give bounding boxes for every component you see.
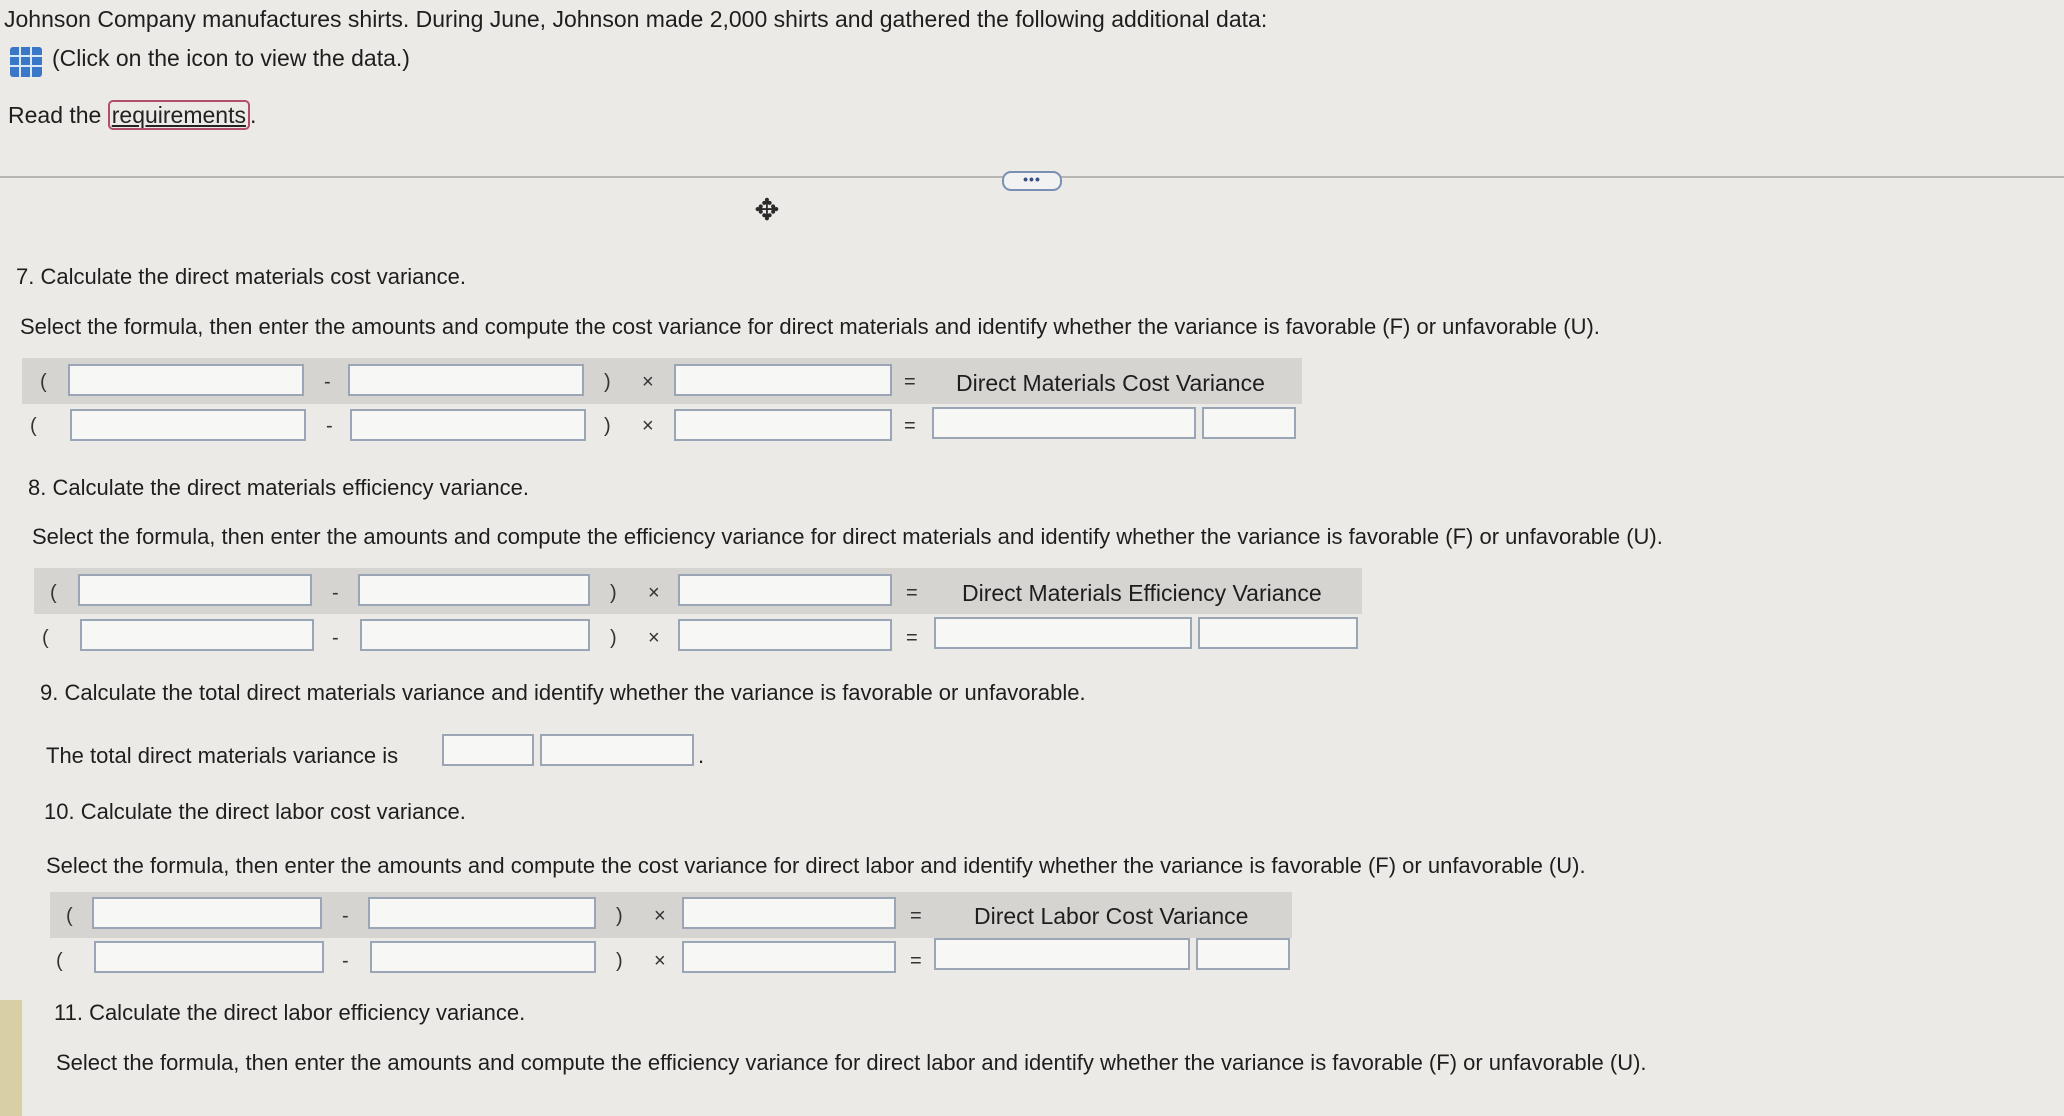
q10-minus-2: - bbox=[342, 950, 349, 972]
q9-title: 9. Calculate the total direct materials variance and identify whether the variance is favorable or unfavorable. bbox=[40, 680, 1086, 705]
q11-instruction: Select the formula, then enter the amounts and compute the efficiency variance for direct labor and identify whether the variance is favorable (F) or unfavorable (U). bbox=[56, 1050, 1647, 1075]
q10-open-paren-2: ( bbox=[56, 950, 63, 972]
q10-minus-1: - bbox=[342, 905, 349, 927]
q10-equals-1: = bbox=[910, 905, 922, 927]
q8-minus-2: - bbox=[332, 627, 339, 649]
problem-text: Johnson Company manufactures shirts. During June, Johnson made 2,000 shirts and gathered the following additional data: bbox=[4, 6, 1268, 32]
read-requirements-line bbox=[8, 102, 256, 129]
q8-fu-select[interactable] bbox=[1198, 617, 1358, 649]
q7-times-2: × bbox=[642, 415, 654, 437]
q10-formula-select-1[interactable] bbox=[92, 897, 322, 929]
q9-sentence-suffix: . bbox=[698, 743, 705, 768]
q7-minus-2: - bbox=[326, 415, 333, 437]
q7-open-paren-1: ( bbox=[40, 371, 47, 393]
q8-open-paren-2: ( bbox=[42, 627, 49, 649]
q8-formula-select-1[interactable] bbox=[78, 574, 312, 606]
q8-instruction: Select the formula, then enter the amounts and compute the efficiency variance for direct materials and identify whether the variance is favorable (F) or unfavorable (U). bbox=[32, 524, 1663, 549]
left-edge-stripe bbox=[0, 1000, 22, 1116]
q7-amount-input-3[interactable] bbox=[674, 409, 892, 441]
q9-fu-select[interactable] bbox=[540, 734, 694, 766]
q7-open-paren-2: ( bbox=[30, 415, 37, 437]
q8-open-paren-1: ( bbox=[50, 582, 57, 604]
q7-amount-input-1[interactable] bbox=[70, 409, 306, 441]
q8-times-2: × bbox=[648, 627, 660, 649]
q10-formula-select-3[interactable] bbox=[682, 897, 896, 929]
q8-formula-select-2[interactable] bbox=[358, 574, 590, 606]
q10-instruction: Select the formula, then enter the amounts and compute the cost variance for direct labor and identify whether the variance is favorable (F) or unfavorable (U). bbox=[46, 853, 1586, 878]
data-link-text[interactable]: (Click on the icon to view the data.) bbox=[52, 45, 410, 71]
q8-close-paren-2: ) bbox=[610, 627, 617, 649]
q7-variance-result-input[interactable] bbox=[932, 407, 1196, 439]
q7-formula-select-2[interactable] bbox=[348, 364, 584, 396]
q7-fu-select[interactable] bbox=[1202, 407, 1296, 439]
q10-times-2: × bbox=[654, 950, 666, 972]
q10-amount-input-2[interactable] bbox=[370, 941, 596, 973]
q7-instruction: Select the formula, then enter the amounts and compute the cost variance for direct materials and identify whether the variance is favorable (F) or unfavorable (U). bbox=[20, 314, 1600, 339]
q8-amount-input-3[interactable] bbox=[678, 619, 892, 651]
q10-fu-select[interactable] bbox=[1196, 938, 1290, 970]
move-icon[interactable]: ✥ bbox=[754, 194, 780, 227]
more-button[interactable]: ••• bbox=[1002, 171, 1062, 191]
q10-formula-select-2[interactable] bbox=[368, 897, 596, 929]
q7-equals-1: = bbox=[904, 371, 916, 393]
q7-times-1: × bbox=[642, 371, 654, 393]
read-prefix: Read the bbox=[8, 102, 102, 128]
q10-open-paren-1: ( bbox=[66, 905, 73, 927]
q10-equals-2: = bbox=[910, 950, 922, 972]
q9-sentence-prefix: The total direct materials variance is bbox=[46, 743, 399, 768]
q8-formula-select-3[interactable] bbox=[678, 574, 892, 606]
q7-equals-2: = bbox=[904, 415, 916, 437]
q8-equals-1: = bbox=[906, 582, 918, 604]
q7-result-label: Direct Materials Cost Variance bbox=[956, 370, 1265, 396]
q7-close-paren-1: ) bbox=[604, 371, 611, 393]
q8-variance-result-input[interactable] bbox=[934, 617, 1192, 649]
q8-equals-2: = bbox=[906, 627, 918, 649]
q10-times-1: × bbox=[654, 905, 666, 927]
q7-formula-select-3[interactable] bbox=[674, 364, 892, 396]
q10-result-label: Direct Labor Cost Variance bbox=[974, 903, 1249, 929]
q10-close-paren-2: ) bbox=[616, 950, 623, 972]
q11-title: 11. Calculate the direct labor efficiency variance. bbox=[54, 1000, 526, 1025]
requirements-link[interactable]: requirements bbox=[108, 100, 250, 130]
q7-formula-select-1[interactable] bbox=[68, 364, 304, 396]
q8-amount-input-1[interactable] bbox=[80, 619, 314, 651]
read-suffix: . bbox=[249, 102, 257, 128]
q7-minus-1: - bbox=[324, 371, 331, 393]
q10-title: 10. Calculate the direct labor cost variance. bbox=[44, 799, 466, 824]
q8-minus-1: - bbox=[332, 582, 339, 604]
q7-close-paren-2: ) bbox=[604, 415, 611, 437]
q10-amount-input-1[interactable] bbox=[94, 941, 324, 973]
q8-close-paren-1: ) bbox=[610, 582, 617, 604]
q8-amount-input-2[interactable] bbox=[360, 619, 590, 651]
q9-total-variance-input[interactable] bbox=[442, 734, 534, 766]
q8-result-label: Direct Materials Efficiency Variance bbox=[962, 580, 1322, 606]
q10-close-paren-1: ) bbox=[616, 905, 623, 927]
q8-title: 8. Calculate the direct materials efficiency variance. bbox=[28, 475, 529, 500]
q7-amount-input-2[interactable] bbox=[350, 409, 586, 441]
q7-title: 7. Calculate the direct materials cost variance. bbox=[16, 264, 466, 289]
q10-variance-result-input[interactable] bbox=[934, 938, 1190, 970]
table-data-icon[interactable] bbox=[10, 47, 42, 77]
q8-times-1: × bbox=[648, 582, 660, 604]
q10-amount-input-3[interactable] bbox=[682, 941, 896, 973]
